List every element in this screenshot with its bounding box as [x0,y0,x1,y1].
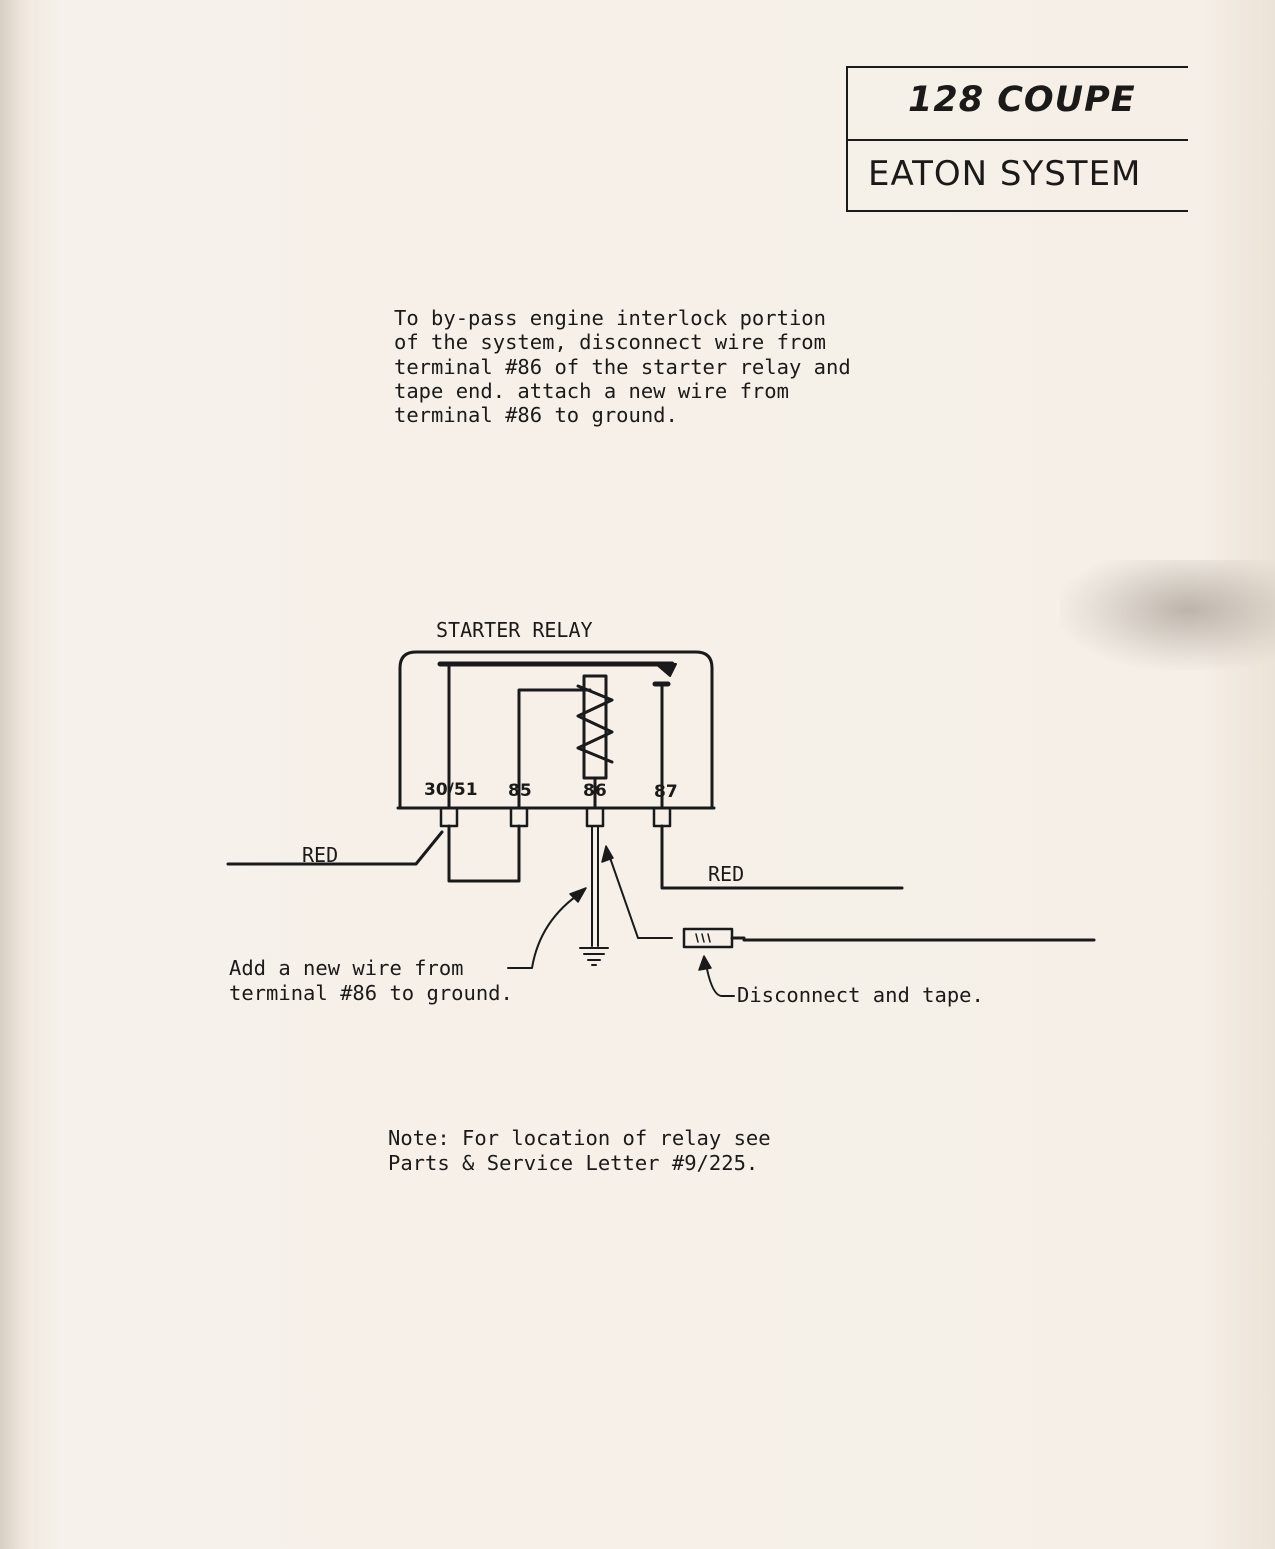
terminal-label-86: 86 [583,781,607,801]
relay-label: STARTER RELAY [436,618,593,642]
taped-connector [684,929,732,947]
tape-mark-1 [696,934,698,942]
pin-86 [587,808,603,826]
jumper-30-85 [449,826,519,881]
disconnect-callout-text: Disconnect and tape. [737,983,984,1007]
red-wire-right [662,826,902,888]
wire-label-left: RED [302,843,339,867]
contact-tip [656,664,676,676]
system-title: EATON SYSTEM [868,154,1142,194]
disconnect-callout-arrowhead [699,956,711,970]
model-title: 128 COUPE [908,80,1136,120]
pin-85 [511,808,527,826]
instruction-text: To by-pass engine interlock portion of the system, disconnect wire from terminal #86 of the starter relay and tape end. attach a new wire from terminal #86 to ground. [394,306,851,428]
terminal-label-85: 85 [508,781,532,801]
ground-callout-leader [508,892,582,968]
terminal-label-87: 87 [654,782,678,802]
tape-mark-3 [708,934,710,942]
wire-label-right: RED [708,862,745,886]
pin-87 [654,808,670,826]
ground-callout-text: Add a new wire from terminal #86 to ground. [229,956,513,1005]
tape-mark-2 [702,934,704,942]
terminal-label-30-51: 30/51 [424,780,478,800]
pin-30-51 [441,808,457,826]
note-text: Note: For location of relay see Parts & Service Letter #9/225. [388,1126,771,1175]
